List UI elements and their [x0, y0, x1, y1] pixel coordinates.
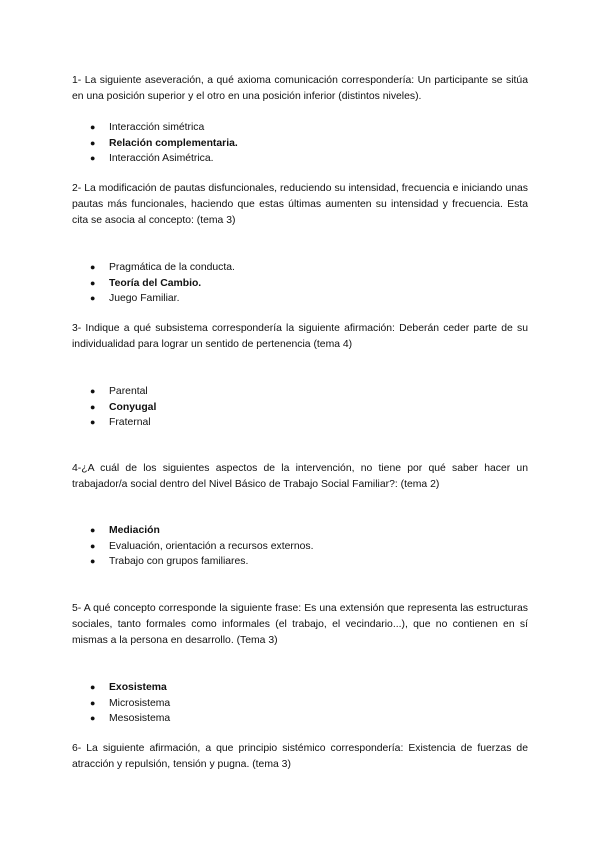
option: ● Evaluación, orientación a recursos externos. — [90, 539, 313, 555]
options-4 — [90, 523, 313, 570]
options-3 — [90, 384, 156, 431]
bullet-icon: ● — [90, 293, 96, 303]
option: ● Mesosistema — [90, 711, 170, 727]
question-3: 3- Indique a qué subsistema correspondería la siguiente afirmación: Deberán ceder parte de su individualidad para lograr un sentido de pertenencia (tema 4) — [72, 323, 528, 350]
option-correct: ● Exosistema — [90, 680, 170, 696]
bullet-icon: ● — [90, 401, 96, 412]
bullet-icon: ● — [90, 262, 96, 272]
option: ● Parental — [90, 384, 156, 400]
option-correct: ● Relación complementaria. — [90, 136, 238, 152]
bullet-icon: ● — [90, 417, 96, 427]
bullet-icon: ● — [90, 153, 96, 163]
option: ● Interacción Asimétrica. — [90, 151, 238, 167]
bullet-icon: ● — [90, 713, 96, 723]
option: ● Interacción simétrica — [90, 120, 238, 136]
bullet-icon: ● — [90, 525, 96, 535]
option: ● Trabajo con grupos familiares. — [90, 554, 313, 570]
bullet-icon: ● — [90, 277, 96, 288]
option-correct: ● Teoría del Cambio. — [90, 276, 235, 292]
question-2: 2- La modificación de pautas disfuncionales, reduciendo su intensidad, frecuencia e iniciando unas pautas más funcionales, haciendo que estas últimas aumenten su intensidad y frecuencia. Esta cita se asocia al concepto: (tema 3) — [72, 183, 528, 226]
bullet-icon: ● — [90, 386, 96, 396]
option-correct: ● Conyugal — [90, 400, 156, 416]
option: ● Fraternal — [90, 415, 156, 431]
options-2 — [90, 260, 235, 307]
option-correct: ● Mediación — [90, 523, 313, 539]
question-5: 5- A qué concepto corresponde la siguiente frase: Es una extensión que representa las estructuras sociales, tanto formales como informales (el trabajo, el vecindario...), que no contienen en sí mismas a la persona en desarrollo. (Tema 3) — [72, 603, 528, 646]
options-5 — [90, 680, 170, 727]
question-6: 6- La siguiente afirmación, a que principio sistémico correspondería: Existencia de fuerzas de atracción y repulsión, tensión y pugna. (tema 3) — [72, 743, 528, 770]
bullet-icon: ● — [90, 540, 96, 551]
option: ● Juego Familiar. — [90, 291, 235, 307]
bullet-icon: ● — [90, 556, 96, 566]
question-4: 4-¿A cuál de los siguientes aspectos de la intervención, no tiene por qué saber hacer un trabajador/a social dentro del Nivel Básico de Trabajo Social Familiar?: (tema 2) — [72, 463, 528, 490]
bullet-icon: ● — [90, 697, 96, 708]
bullet-icon: ● — [90, 682, 96, 692]
question-1: 1- La siguiente aseveración, a qué axioma comunicación correspondería: Un participante se sitúa en una posición superior y el otro en una posición inferior (distintos niveles). — [72, 75, 528, 102]
bullet-icon: ● — [90, 122, 96, 132]
bullet-icon: ● — [90, 137, 96, 148]
option: ● Pragmática de la conducta. — [90, 260, 235, 276]
option: ● Microsistema — [90, 696, 170, 712]
options-1 — [90, 120, 238, 167]
